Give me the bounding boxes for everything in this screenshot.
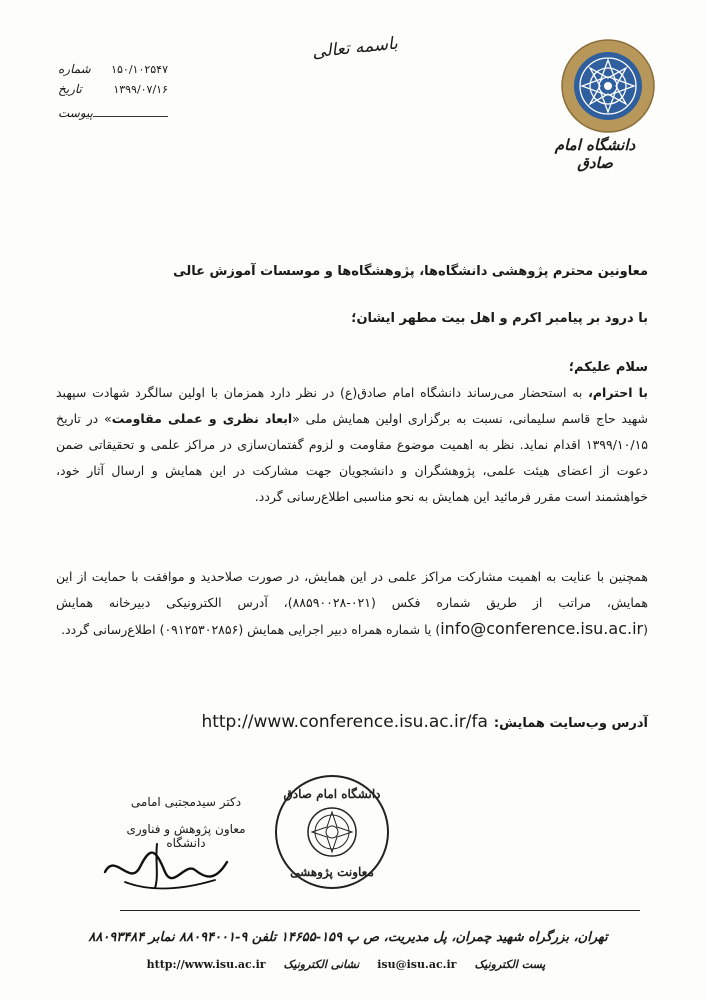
- website-label: آدرس وب‌سایت همایش:: [493, 716, 648, 731]
- attachment-line: [93, 102, 168, 117]
- date-row: [58, 82, 168, 102]
- paragraph-1-lead: با احترام،: [588, 385, 648, 400]
- official-seal-icon: [272, 772, 392, 892]
- footer-divider: [120, 910, 640, 911]
- paragraph-1: [56, 380, 648, 510]
- paragraph-2: [56, 564, 648, 643]
- seal-top-text: دانشگاه امام صادق: [283, 787, 381, 801]
- footer-contacts: [136, 958, 556, 971]
- website-link[interactable]: http://www.conference.isu.ac.ir/fa: [201, 712, 488, 732]
- paragraph-1-text-b: » در تاریخ ۱۳۹۹/۱۰/۱۵ اقدام نماید. نظر به اهمیت موضوع مقاومت و لزوم گفتمان‌سازی در مراکز علمی و تحقیقاتی ضمن دعوت از اعضای هیئت علمی، پژوهشگران و دانشجویان جهت مشارکت در این همایش و ارسال آثار خود، خواهشمند است مقرر فرمائید این همایش به نحو مناسبی اطلاع‌رسانی گردد.: [56, 411, 648, 504]
- signatory-name: دکتر سیدمجتبی امامی: [130, 795, 242, 809]
- addressee: معاونین محترم پژوهشی دانشگاه‌ها، پژوهشگاه‌ها و موسسات آموزش عالی: [173, 264, 648, 279]
- seal-bottom-text: معاونت پژوهشی: [290, 865, 374, 879]
- date-value: ۱۳۹۹/۰۷/۱۶: [113, 83, 168, 96]
- university-logo: [558, 38, 658, 138]
- footer-email-label: پست الکترونیک: [474, 958, 546, 971]
- paragraph-2-text-a: همچنین با عنایت به اهمیت مشارکت مراکز علمی در این همایش، در صورت صلاحدید و موافقت با حمایت از این همایش، مراتب از طریق شماره فکس (۰۲۱-۸۸۵۹۰۰۲۸)، آدرس الکترونیکی دبیرخانه همایش (: [56, 569, 648, 637]
- conference-title: ابعاد نظری و عملی مقاومت: [111, 411, 293, 426]
- conference-email-link[interactable]: info@conference.isu.ac.ir: [440, 619, 644, 638]
- footer-web-label: نشانی الکترونیک: [283, 958, 360, 971]
- basmala: باسمه تعالی: [311, 33, 399, 63]
- paragraph-1-text-a: به استحضار می‌رساند دانشگاه امام صادق(ع) در نظر دارد همزمان با اولین سالگرد شهادت سپهبد شهید حاج قاسم سلیمانی، نسبت به برگزاری اولین همایش ملی «: [56, 385, 648, 426]
- date-label: تاریخ: [58, 82, 82, 96]
- salutation-2: سلام علیکم؛: [568, 360, 648, 375]
- footer-email[interactable]: isu@isu.ac.ir: [377, 958, 457, 971]
- footer-address: تهران، بزرگراه شهید چمران، پل مدیریت، ص پ ۱۵۹-۱۴۶۵۵ تلفن ۹-۸۸۰۹۴۰۰۱ نمابر ۸۸۰۹۳۴۸۴: [88, 930, 608, 945]
- university-name: دانشگاه امام صادق: [554, 136, 636, 172]
- footer-web-link[interactable]: http://www.isu.ac.ir: [146, 958, 266, 971]
- number-row: [58, 62, 168, 82]
- website-row: [201, 712, 648, 732]
- university-logo-icon: [560, 38, 656, 134]
- number-label: شماره: [58, 62, 91, 76]
- handwritten-signature-icon: [95, 832, 235, 902]
- attachment-row: [58, 102, 168, 122]
- number-value: ۱۵۰/۱۰۲۵۴۷: [111, 63, 168, 76]
- attachment-label: پیوست: [58, 106, 93, 120]
- letter-meta: [58, 62, 168, 122]
- salutation-1: با درود بر پیامبر اکرم و اهل بیت مطهر ایشان؛: [351, 311, 648, 326]
- official-seal: [272, 772, 392, 892]
- signatory-title: معاون پژوهش و فناوری دانشگاه: [126, 822, 246, 850]
- paragraph-2-text-b: ) یا شماره همراه دبیر اجرایی همایش (۰۹۱۲۵۳۰۲۸۵۶) اطلاع‌رسانی گردد.: [61, 622, 441, 637]
